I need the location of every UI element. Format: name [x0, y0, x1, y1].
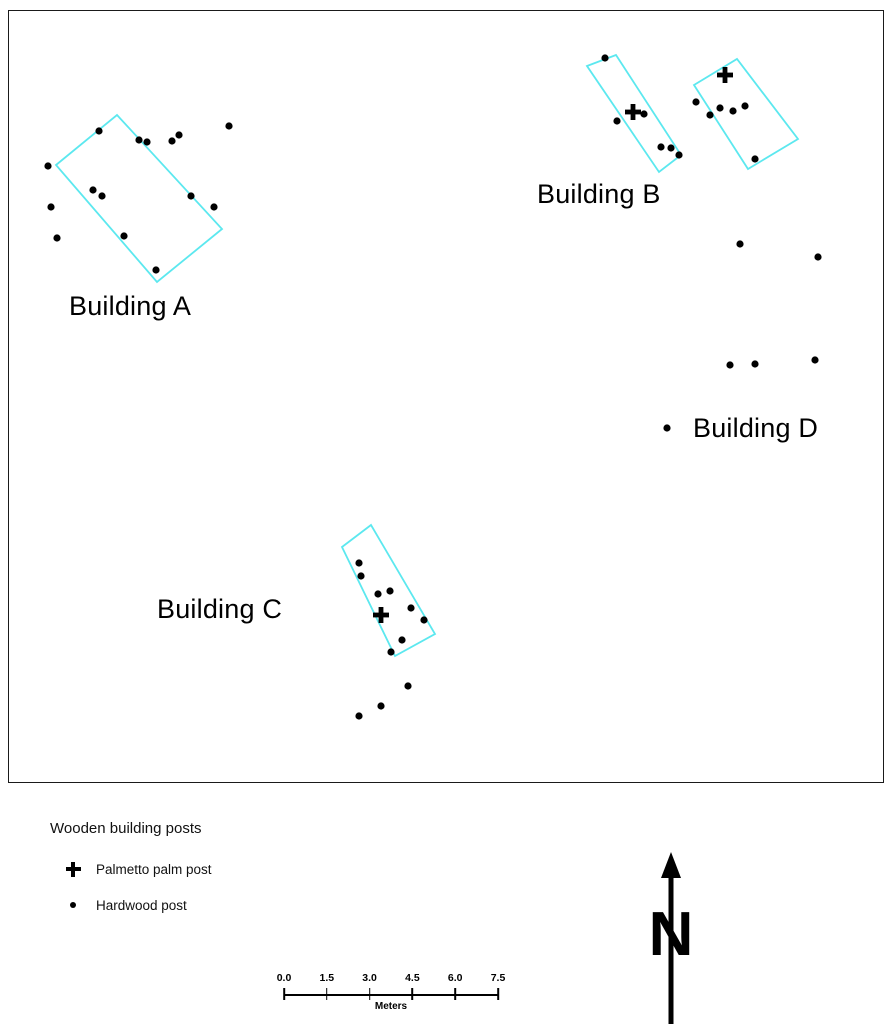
- scale-tick-label: 3.0: [362, 972, 377, 984]
- legend-item-palmetto: [50, 859, 470, 879]
- scale-tick: [326, 988, 328, 1000]
- hardwood-post-marker: [751, 155, 758, 162]
- scale-tick-label: 7.5: [490, 972, 506, 984]
- map-legend: [50, 820, 470, 931]
- scale-bar-tick-labels: [278, 972, 504, 986]
- hardwood-post-marker: [89, 186, 96, 193]
- hardwood-post-marker: [98, 192, 105, 199]
- hardwood-post-marker: [95, 127, 102, 134]
- hardwood-post-marker: [736, 240, 743, 247]
- scale-tick: [454, 988, 456, 1000]
- hardwood-post-marker: [135, 136, 142, 143]
- north-arrow-letter: N: [648, 900, 694, 969]
- hardwood-post-marker: [613, 117, 620, 124]
- hardwood-post-marker: [398, 636, 405, 643]
- scale-tick-label: 1.5: [319, 972, 335, 984]
- hardwood-post-marker: [47, 203, 54, 210]
- scale-tick: [412, 988, 414, 1000]
- scale-tick: [497, 988, 499, 1000]
- label-building-c: Building C: [157, 594, 283, 624]
- label-building-b: Building B: [537, 179, 661, 209]
- hardwood-post-marker: [175, 131, 182, 138]
- scale-bar-graphic: [278, 988, 504, 1000]
- hardwood-post-marker: [751, 360, 758, 367]
- hardwood-post-marker: [675, 151, 682, 158]
- hardwood-post-marker: [377, 702, 384, 709]
- hardwood-post-marker: [168, 137, 175, 144]
- hardwood-post-marker: [811, 356, 818, 363]
- hardwood-post-marker: [355, 559, 362, 566]
- hardwood-post-marker: [407, 604, 414, 611]
- scale-bar-units: Meters: [374, 1001, 408, 1012]
- scale-tick: [283, 988, 285, 1000]
- hardwood-post-marker: [663, 424, 670, 431]
- hardwood-post-marker: [225, 122, 232, 129]
- hardwood-post-marker: [53, 234, 60, 241]
- label-building-a: Building A: [69, 291, 192, 321]
- scale-tick: [369, 988, 371, 1000]
- legend-item-hardwood: [50, 895, 470, 915]
- hardwood-post-marker: [355, 712, 362, 719]
- hardwood-post-marker: [152, 266, 159, 273]
- hardwood-post-marker: [187, 192, 194, 199]
- hardwood-post-marker: [357, 572, 364, 579]
- map-canvas: [8, 10, 884, 783]
- scale-tick-label: 0.0: [276, 972, 292, 984]
- hardwood-post-marker: [404, 682, 411, 689]
- legend-item-label: Hardwood post: [96, 897, 187, 913]
- hardwood-post-marker: [814, 253, 821, 260]
- scale-tick-label: 4.5: [405, 972, 420, 984]
- hardwood-post-marker: [210, 203, 217, 210]
- hardwood-post-icon: [50, 895, 96, 915]
- hardwood-post-marker: [143, 138, 150, 145]
- legend-title: Wooden building posts: [50, 820, 202, 837]
- hardwood-post-marker: [726, 361, 733, 368]
- hardwood-post-marker: [667, 144, 674, 151]
- hardwood-post-marker: [741, 102, 748, 109]
- scale-bar: [278, 972, 504, 1012]
- palmetto-palm-post-marker: [625, 104, 641, 120]
- hardwood-post-marker: [657, 143, 664, 150]
- legend-item-label: Palmetto palm post: [96, 861, 212, 877]
- hardwood-post-marker: [706, 111, 713, 118]
- hardwood-post-marker: [640, 110, 647, 117]
- hardwood-post-marker: [387, 648, 394, 655]
- palmetto-palm-post-marker: [373, 607, 389, 623]
- north-arrow: [628, 852, 714, 1024]
- hardwood-post-marker: [729, 107, 736, 114]
- palmetto-palm-post-icon: [50, 859, 96, 879]
- hardwood-post-marker: [716, 104, 723, 111]
- hardwood-post-marker: [374, 590, 381, 597]
- hardwood-post-marker: [44, 162, 51, 169]
- hardwood-post-marker: [692, 98, 699, 105]
- map-graphics: [9, 11, 883, 782]
- hardwood-post-marker: [420, 616, 427, 623]
- scale-tick-label: 6.0: [447, 972, 463, 984]
- hardwood-post-marker: [120, 232, 127, 239]
- label-building-d: Building D: [693, 413, 819, 443]
- hardwood-post-marker: [601, 54, 608, 61]
- hardwood-post-marker: [386, 587, 393, 594]
